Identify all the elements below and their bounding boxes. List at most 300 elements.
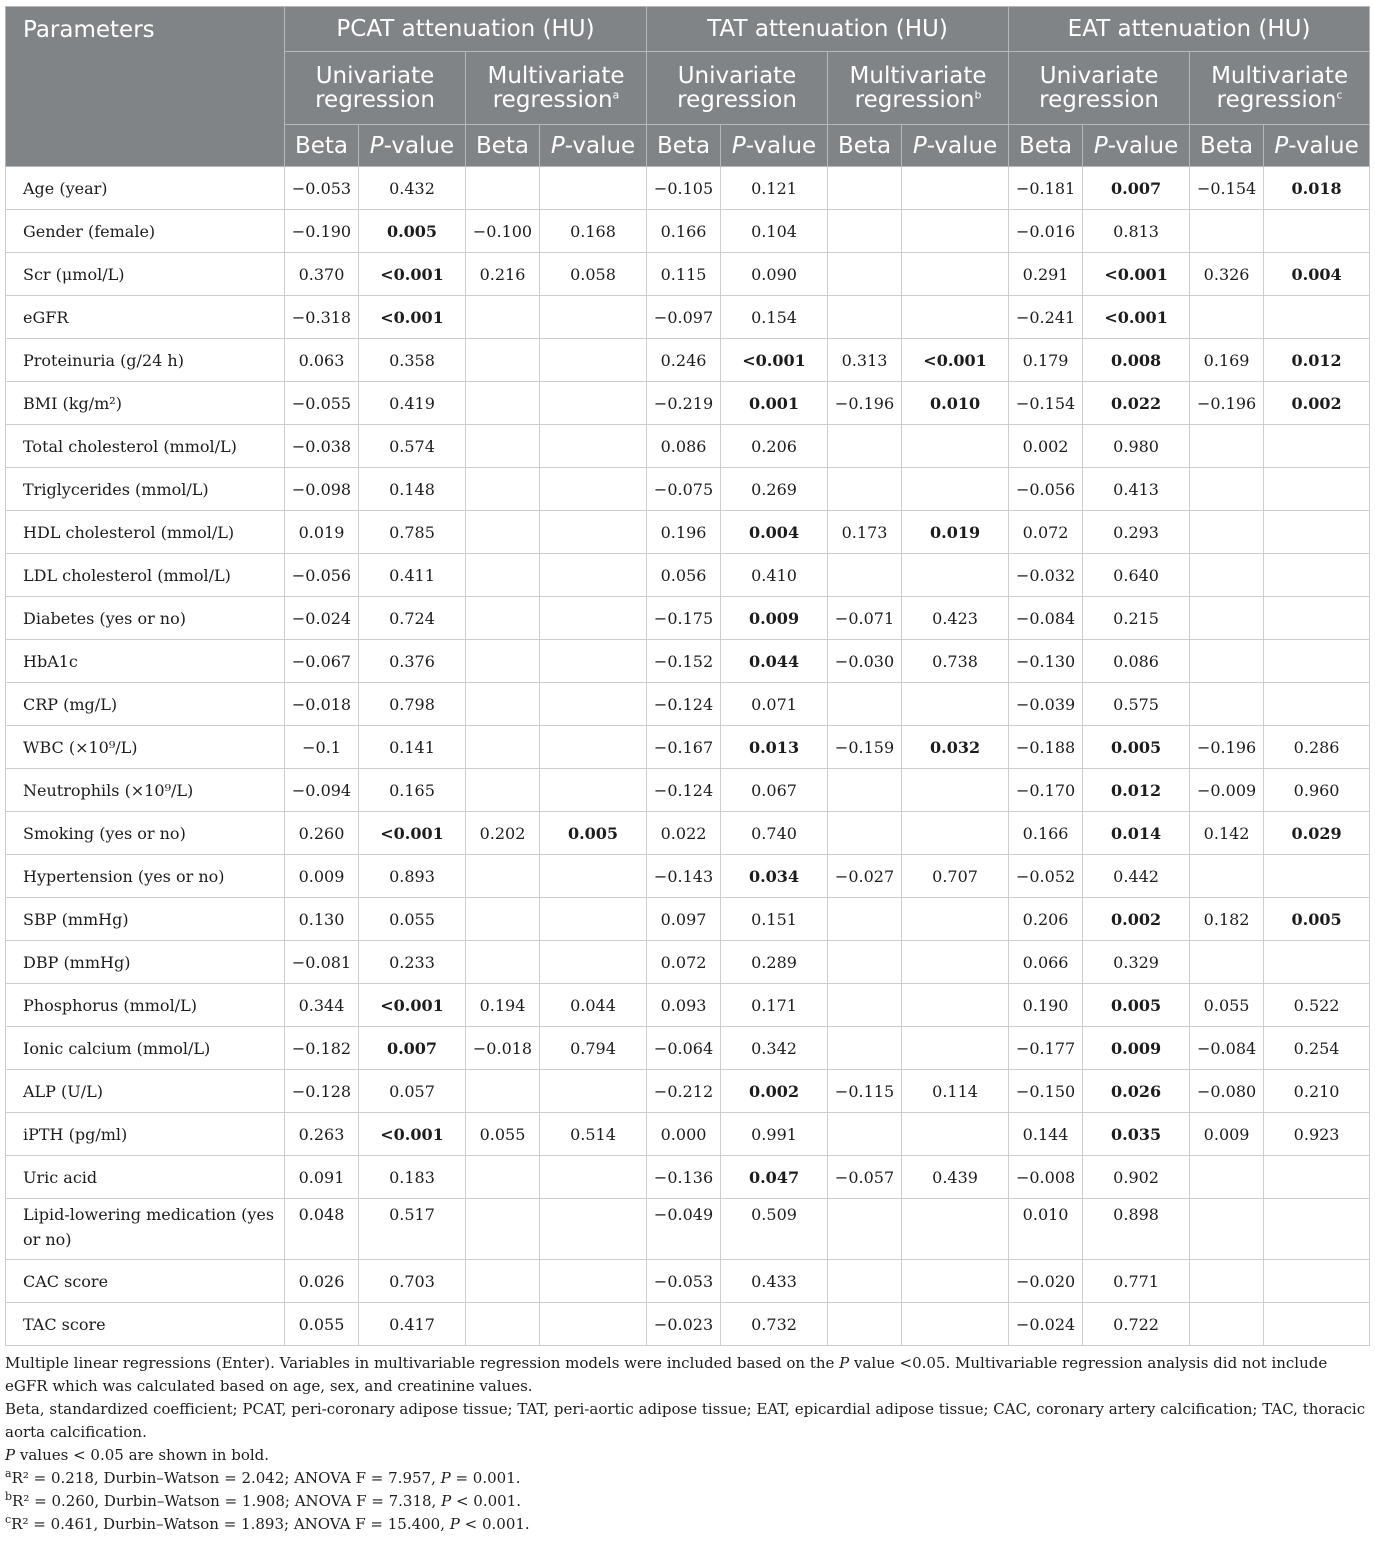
p-value-cell: 0.575: [1083, 683, 1190, 726]
beta-cell: [828, 253, 902, 296]
p-value-column-header: P-value: [1083, 125, 1190, 167]
p-value-cell: 0.413: [1083, 468, 1190, 511]
beta-cell: −0.136: [647, 1156, 721, 1199]
beta-cell: [828, 296, 902, 339]
beta-cell: −0.055: [285, 382, 359, 425]
p-value-cell: 0.509: [721, 1199, 828, 1260]
footnote-mark: b: [974, 88, 982, 102]
p-value-cell: [1264, 468, 1370, 511]
beta-cell: [466, 339, 540, 382]
p-value-cell: [540, 468, 647, 511]
p-value-cell: 0.171: [721, 984, 828, 1027]
parameter-label: DBP (mmHg): [6, 941, 285, 984]
beta-cell: −0.056: [285, 554, 359, 597]
p-value-cell: [1264, 554, 1370, 597]
beta-cell: 0.022: [647, 812, 721, 855]
beta-cell: [466, 382, 540, 425]
p-value-cell: <0.001: [359, 296, 466, 339]
p-value-cell: 0.114: [902, 1070, 1009, 1113]
beta-cell: [828, 167, 902, 210]
beta-cell: [828, 554, 902, 597]
p-value-cell: [1264, 597, 1370, 640]
beta-cell: −0.098: [285, 468, 359, 511]
beta-cell: −0.130: [1009, 640, 1083, 683]
beta-cell: −0.075: [647, 468, 721, 511]
beta-cell: 0.010: [1009, 1199, 1083, 1260]
p-value-cell: 0.007: [359, 1027, 466, 1070]
p-value-cell: 0.254: [1264, 1027, 1370, 1070]
beta-cell: [466, 425, 540, 468]
p-value-cell: 0.210: [1264, 1070, 1370, 1113]
beta-cell: [828, 425, 902, 468]
p-value-cell: [902, 425, 1009, 468]
beta-cell: [466, 683, 540, 726]
beta-column-header: Beta: [647, 125, 721, 167]
p-value-cell: 0.165: [359, 769, 466, 812]
beta-cell: [466, 1303, 540, 1346]
p-value-cell: <0.001: [721, 339, 828, 382]
p-value-cell: 0.640: [1083, 554, 1190, 597]
p-value-cell: 0.004: [721, 511, 828, 554]
table-row: [6, 1199, 1370, 1260]
p-value-cell: [1264, 1156, 1370, 1199]
beta-cell: 0.344: [285, 984, 359, 1027]
p-value-cell: [1264, 683, 1370, 726]
model-b-stats: R² = 0.260, Durbin–Watson = 1.908; ANOVA F = 7.318, P < 0.001.: [12, 1492, 522, 1510]
p-value-cell: [902, 167, 1009, 210]
beta-cell: [1190, 1303, 1264, 1346]
p-value-cell: 0.005: [1264, 898, 1370, 941]
beta-cell: 0.260: [285, 812, 359, 855]
p-value-cell: 0.005: [1083, 984, 1190, 1027]
p-value-cell: 0.168: [540, 210, 647, 253]
beta-cell: −0.219: [647, 382, 721, 425]
beta-cell: −0.030: [828, 640, 902, 683]
table-header: [6, 7, 1370, 167]
table-row: [6, 1070, 1370, 1113]
p-value-cell: 0.991: [721, 1113, 828, 1156]
p-value-cell: 0.014: [1083, 812, 1190, 855]
table-row: [6, 597, 1370, 640]
multivariate-header: [1190, 52, 1370, 125]
p-value-cell: [902, 769, 1009, 812]
parameter-label: TAC score: [6, 1303, 285, 1346]
beta-cell: −0.032: [1009, 554, 1083, 597]
beta-cell: −0.175: [647, 597, 721, 640]
parameter-label: SBP (mmHg): [6, 898, 285, 941]
parameter-label: Diabetes (yes or no): [6, 597, 285, 640]
univariate-header: Univariate regression: [1009, 52, 1190, 125]
beta-cell: −0.027: [828, 855, 902, 898]
beta-cell: −0.177: [1009, 1027, 1083, 1070]
beta-cell: 0.166: [647, 210, 721, 253]
p-value-cell: [1264, 1199, 1370, 1260]
table-row: [6, 425, 1370, 468]
beta-cell: 0.190: [1009, 984, 1083, 1027]
beta-column-header: Beta: [1190, 125, 1264, 167]
beta-cell: 0.216: [466, 253, 540, 296]
model-b-note: [5, 1490, 1369, 1513]
p-value-cell: 0.141: [359, 726, 466, 769]
p-value-cell: 0.574: [359, 425, 466, 468]
beta-cell: −0.105: [647, 167, 721, 210]
beta-cell: [466, 726, 540, 769]
table-row: [6, 898, 1370, 941]
beta-cell: 0.206: [1009, 898, 1083, 941]
beta-column-header: Beta: [828, 125, 902, 167]
p-value-cell: 0.022: [1083, 382, 1190, 425]
p-value-column-header: P-value: [540, 125, 647, 167]
p-value-cell: [540, 1260, 647, 1303]
beta-cell: [1190, 855, 1264, 898]
beta-cell: 0.166: [1009, 812, 1083, 855]
p-value-cell: 0.215: [1083, 597, 1190, 640]
table-row: [6, 210, 1370, 253]
beta-cell: −0.115: [828, 1070, 902, 1113]
p-value-cell: <0.001: [1083, 296, 1190, 339]
p-value-cell: 0.018: [1264, 167, 1370, 210]
p-value-cell: 0.005: [359, 210, 466, 253]
p-value-cell: 0.154: [721, 296, 828, 339]
beta-cell: [1190, 640, 1264, 683]
beta-cell: 0.313: [828, 339, 902, 382]
beta-cell: −0.024: [285, 597, 359, 640]
p-value-cell: [540, 1303, 647, 1346]
beta-cell: [1190, 683, 1264, 726]
table-row: [6, 726, 1370, 769]
beta-cell: [466, 1156, 540, 1199]
parameter-label: HDL cholesterol (mmol/L): [6, 511, 285, 554]
p-value-cell: <0.001: [359, 1113, 466, 1156]
parameter-label: ALP (U/L): [6, 1070, 285, 1113]
p-value-column-header: P-value: [1264, 125, 1370, 167]
beta-cell: −0.128: [285, 1070, 359, 1113]
beta-cell: −0.196: [1190, 382, 1264, 425]
table-row: [6, 1156, 1370, 1199]
p-value-cell: [1264, 425, 1370, 468]
p-value-cell: 0.293: [1083, 511, 1190, 554]
model-c-stats: R² = 0.461, Durbin–Watson = 1.893; ANOVA F = 15.400, P < 0.001.: [11, 1515, 530, 1533]
p-value-cell: <0.001: [359, 984, 466, 1027]
beta-cell: −0.188: [1009, 726, 1083, 769]
beta-cell: [466, 640, 540, 683]
beta-cell: 0.002: [1009, 425, 1083, 468]
p-value-cell: 0.433: [721, 1260, 828, 1303]
p-value-cell: [540, 640, 647, 683]
multivariate-label: Multivariate regression: [849, 63, 987, 113]
p-value-cell: 0.121: [721, 167, 828, 210]
p-value-cell: [540, 167, 647, 210]
beta-cell: −0.018: [466, 1027, 540, 1070]
model-a-note: [5, 1467, 1369, 1490]
beta-cell: 0.072: [647, 941, 721, 984]
beta-cell: 0.370: [285, 253, 359, 296]
beta-cell: −0.024: [1009, 1303, 1083, 1346]
p-value-cell: 0.923: [1264, 1113, 1370, 1156]
p-value-cell: 0.785: [359, 511, 466, 554]
parameter-label: Hypertension (yes or no): [6, 855, 285, 898]
beta-column-header: Beta: [466, 125, 540, 167]
beta-cell: [466, 855, 540, 898]
beta-column-header: Beta: [285, 125, 359, 167]
p-value-cell: [540, 855, 647, 898]
beta-cell: [466, 898, 540, 941]
beta-cell: 0.009: [285, 855, 359, 898]
beta-cell: 0.196: [647, 511, 721, 554]
p-value-cell: 0.032: [902, 726, 1009, 769]
beta-cell: 0.194: [466, 984, 540, 1027]
p-value-cell: 0.442: [1083, 855, 1190, 898]
p-value-cell: 0.151: [721, 898, 828, 941]
beta-cell: −0.196: [828, 382, 902, 425]
beta-cell: [466, 468, 540, 511]
beta-cell: [828, 1199, 902, 1260]
parameter-label: CAC score: [6, 1260, 285, 1303]
beta-cell: −0.053: [285, 167, 359, 210]
beta-cell: 0.091: [285, 1156, 359, 1199]
beta-cell: 0.263: [285, 1113, 359, 1156]
beta-cell: 0.093: [647, 984, 721, 1027]
p-value-cell: 0.012: [1264, 339, 1370, 382]
beta-cell: −0.159: [828, 726, 902, 769]
p-value-cell: [540, 1199, 647, 1260]
beta-cell: −0.020: [1009, 1260, 1083, 1303]
beta-cell: −0.152: [647, 640, 721, 683]
p-value-cell: 0.233: [359, 941, 466, 984]
table-row: [6, 296, 1370, 339]
beta-cell: [828, 984, 902, 1027]
beta-cell: −0.067: [285, 640, 359, 683]
p-value-cell: <0.001: [902, 339, 1009, 382]
table-row: [6, 554, 1370, 597]
beta-cell: 0.026: [285, 1260, 359, 1303]
table-row: [6, 941, 1370, 984]
beta-cell: −0.190: [285, 210, 359, 253]
p-value-cell: [902, 210, 1009, 253]
p-value-cell: 0.980: [1083, 425, 1190, 468]
beta-cell: [466, 941, 540, 984]
p-value-cell: 0.514: [540, 1113, 647, 1156]
table-row: [6, 683, 1370, 726]
beta-cell: 0.142: [1190, 812, 1264, 855]
p-value-column-header: P-value: [359, 125, 466, 167]
p-value-cell: [902, 683, 1009, 726]
parameter-label: Lipid-lowering medication (yes or no): [6, 1199, 285, 1260]
p-value-cell: 0.035: [1083, 1113, 1190, 1156]
beta-cell: [466, 1070, 540, 1113]
p-value-cell: 0.008: [1083, 339, 1190, 382]
beta-cell: 0.326: [1190, 253, 1264, 296]
table-row: [6, 812, 1370, 855]
p-value-cell: 0.740: [721, 812, 828, 855]
p-value-cell: [540, 597, 647, 640]
beta-cell: −0.008: [1009, 1156, 1083, 1199]
beta-cell: −0.196: [1190, 726, 1264, 769]
abbreviations-note: Beta, standardized coefficient; PCAT, peri-coronary adipose tissue; TAT, peri-aortic adipose tissue; EAT, epicardial adipose tissue; CAC, coronary artery calcification; TAC, thoracic aorta calcification.: [5, 1400, 1366, 1441]
beta-cell: [828, 941, 902, 984]
p-value-cell: 0.183: [359, 1156, 466, 1199]
p-value-cell: 0.289: [721, 941, 828, 984]
beta-cell: 0.055: [1190, 984, 1264, 1027]
p-value-cell: 0.090: [721, 253, 828, 296]
parameter-label: Gender (female): [6, 210, 285, 253]
p-value-cell: [1264, 855, 1370, 898]
beta-cell: [828, 210, 902, 253]
beta-cell: −0.071: [828, 597, 902, 640]
multivariate-header: [466, 52, 647, 125]
regression-table: [5, 6, 1370, 1346]
p-value-cell: 0.724: [359, 597, 466, 640]
p-value-cell: [540, 1156, 647, 1199]
p-value-cell: 0.358: [359, 339, 466, 382]
beta-cell: 0.202: [466, 812, 540, 855]
parameter-label: Scr (μmol/L): [6, 253, 285, 296]
beta-cell: 0.169: [1190, 339, 1264, 382]
p-value-cell: 0.517: [359, 1199, 466, 1260]
p-value-cell: 0.794: [540, 1027, 647, 1070]
beta-cell: −0.056: [1009, 468, 1083, 511]
beta-cell: −0.182: [285, 1027, 359, 1070]
beta-cell: −0.154: [1190, 167, 1264, 210]
beta-cell: −0.016: [1009, 210, 1083, 253]
p-value-cell: [540, 511, 647, 554]
beta-cell: [1190, 1156, 1264, 1199]
beta-cell: 0.097: [647, 898, 721, 941]
univariate-header: Univariate regression: [285, 52, 466, 125]
p-value-cell: 0.411: [359, 554, 466, 597]
p-value-cell: [1264, 210, 1370, 253]
beta-cell: [828, 1113, 902, 1156]
p-value-cell: 0.007: [1083, 167, 1190, 210]
p-value-cell: [540, 425, 647, 468]
p-value-cell: 0.703: [359, 1260, 466, 1303]
beta-cell: [1190, 941, 1264, 984]
p-value-cell: [902, 554, 1009, 597]
beta-cell: [828, 1260, 902, 1303]
parameter-label: Total cholesterol (mmol/L): [6, 425, 285, 468]
p-value-cell: 0.071: [721, 683, 828, 726]
p-value-cell: 0.432: [359, 167, 466, 210]
beta-cell: −0.318: [285, 296, 359, 339]
p-value-column-header: P-value: [902, 125, 1009, 167]
beta-cell: −0.081: [285, 941, 359, 984]
beta-cell: [1190, 296, 1264, 339]
beta-cell: 0.179: [1009, 339, 1083, 382]
beta-cell: −0.038: [285, 425, 359, 468]
p-value-cell: [1264, 1260, 1370, 1303]
beta-cell: −0.150: [1009, 1070, 1083, 1113]
table-row: [6, 1260, 1370, 1303]
table-row: [6, 984, 1370, 1027]
p-value-cell: [902, 1260, 1009, 1303]
p-value-column-header: P-value: [721, 125, 828, 167]
beta-cell: 0.019: [285, 511, 359, 554]
p-value-cell: 0.329: [1083, 941, 1190, 984]
p-value-cell: [902, 812, 1009, 855]
beta-cell: 0.072: [1009, 511, 1083, 554]
table-body: [6, 167, 1370, 1346]
beta-cell: −0.018: [285, 683, 359, 726]
beta-cell: −0.143: [647, 855, 721, 898]
beta-cell: 0.291: [1009, 253, 1083, 296]
p-value-cell: 0.019: [902, 511, 1009, 554]
table-row: [6, 339, 1370, 382]
beta-cell: −0.057: [828, 1156, 902, 1199]
beta-cell: 0.182: [1190, 898, 1264, 941]
beta-cell: 0.056: [647, 554, 721, 597]
beta-cell: [1190, 210, 1264, 253]
p-value-cell: 0.026: [1083, 1070, 1190, 1113]
eat-group-header: EAT attenuation (HU): [1009, 7, 1370, 52]
beta-cell: [466, 597, 540, 640]
beta-cell: [466, 511, 540, 554]
p-value-cell: [902, 1027, 1009, 1070]
beta-cell: [1190, 425, 1264, 468]
beta-cell: 0.115: [647, 253, 721, 296]
p-value-cell: 0.707: [902, 855, 1009, 898]
table-row: [6, 511, 1370, 554]
p-value-cell: 0.813: [1083, 210, 1190, 253]
beta-cell: 0.055: [466, 1113, 540, 1156]
beta-cell: 0.144: [1009, 1113, 1083, 1156]
bold-note: P values < 0.05 are shown in bold.: [5, 1446, 270, 1464]
beta-cell: [466, 296, 540, 339]
parameter-label: Neutrophils (×10⁹/L): [6, 769, 285, 812]
parameter-label: WBC (×10⁹/L): [6, 726, 285, 769]
p-value-cell: [902, 1303, 1009, 1346]
p-value-cell: 0.960: [1264, 769, 1370, 812]
beta-cell: [1190, 511, 1264, 554]
parameter-label: Ionic calcium (mmol/L): [6, 1027, 285, 1070]
p-value-cell: 0.055: [359, 898, 466, 941]
p-value-cell: 0.005: [540, 812, 647, 855]
footnote-mark: b: [5, 1490, 13, 1503]
table-row: [6, 253, 1370, 296]
table-row: [6, 382, 1370, 425]
p-value-cell: [902, 253, 1009, 296]
beta-cell: −0.097: [647, 296, 721, 339]
beta-cell: [466, 1199, 540, 1260]
parameters-header: Parameters: [6, 7, 285, 167]
beta-cell: 0.130: [285, 898, 359, 941]
beta-cell: −0.1: [285, 726, 359, 769]
beta-cell: 0.066: [1009, 941, 1083, 984]
p-value-cell: [540, 769, 647, 812]
beta-cell: −0.241: [1009, 296, 1083, 339]
footnote-mark: a: [5, 1467, 12, 1480]
p-value-cell: [902, 468, 1009, 511]
p-value-cell: 0.148: [359, 468, 466, 511]
p-value-cell: 0.009: [721, 597, 828, 640]
p-value-cell: 0.002: [721, 1070, 828, 1113]
p-value-cell: [540, 683, 647, 726]
beta-cell: [466, 167, 540, 210]
methods-note: Multiple linear regressions (Enter). Variables in multivariable regression models were included based on the P value <0.05. Multivariable regression analysis did not include eGFR which was calculated based on age, sex, and creatinine values.: [5, 1354, 1328, 1395]
p-value-cell: 0.269: [721, 468, 828, 511]
p-value-cell: 0.522: [1264, 984, 1370, 1027]
p-value-cell: 0.044: [540, 984, 647, 1027]
p-value-cell: [902, 296, 1009, 339]
p-value-cell: 0.722: [1083, 1303, 1190, 1346]
p-value-cell: 0.086: [1083, 640, 1190, 683]
footnote-mark: a: [612, 88, 620, 102]
parameter-label: BMI (kg/m²): [6, 382, 285, 425]
p-value-cell: [540, 296, 647, 339]
p-value-cell: 0.439: [902, 1156, 1009, 1199]
beta-cell: −0.154: [1009, 382, 1083, 425]
p-value-cell: [902, 984, 1009, 1027]
table-row: [6, 769, 1370, 812]
